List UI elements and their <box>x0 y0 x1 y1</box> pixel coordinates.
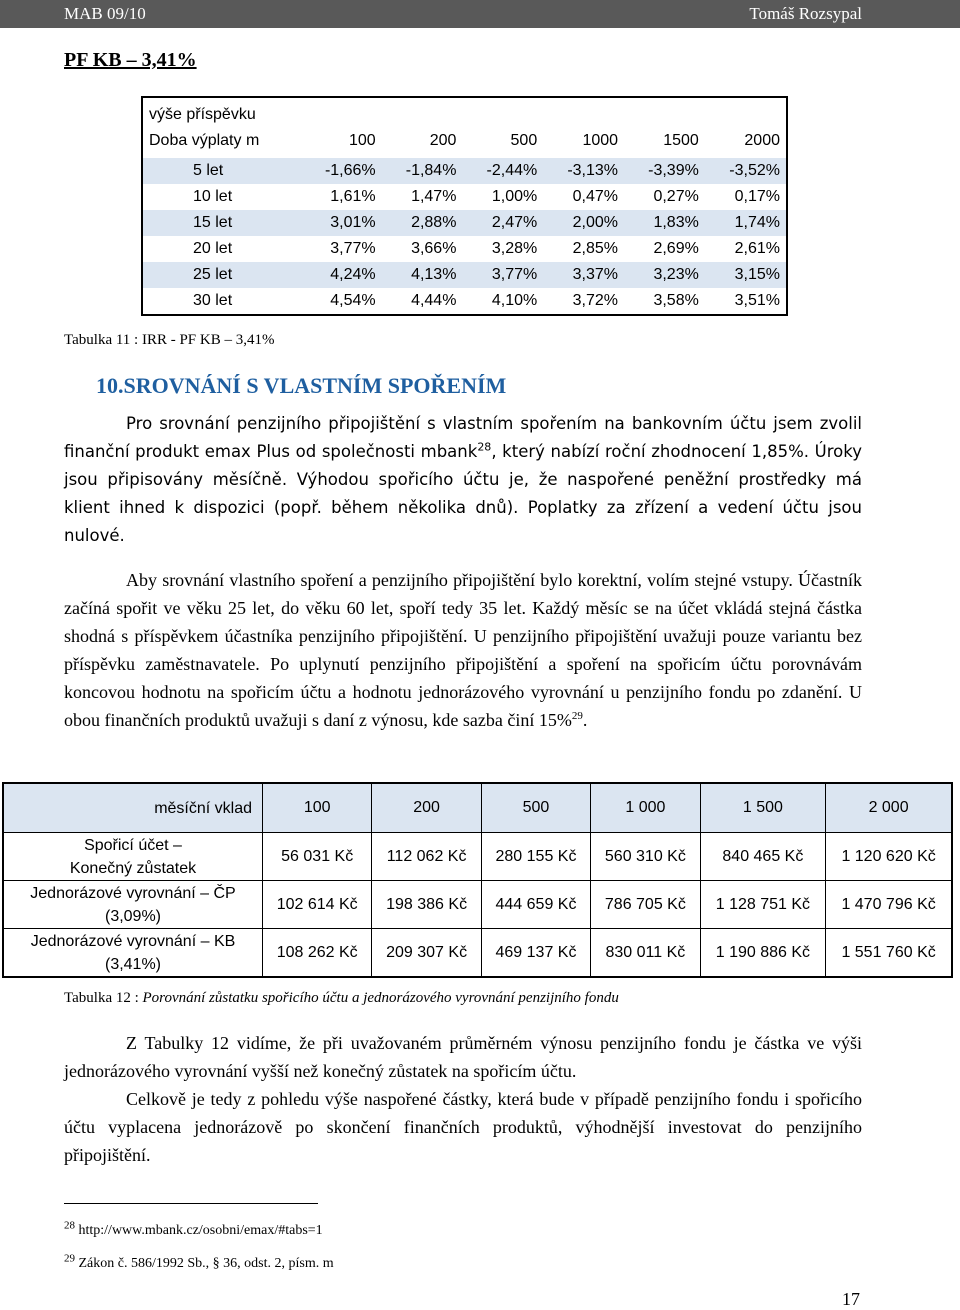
column-header: 500 <box>481 783 590 833</box>
para2-text-b: . <box>582 710 588 730</box>
row-label-line1: Jednorázové vyrovnání – ČP <box>30 884 236 902</box>
table-cell: 469 137 Kč <box>481 929 590 978</box>
table-cell: 840 465 Kč <box>700 833 826 881</box>
paragraph-3 <box>64 1029 862 1085</box>
table-cell: 3,23% <box>624 262 705 288</box>
row-label: 20 let <box>193 240 233 257</box>
table-cell: 1 128 751 Kč <box>700 881 826 929</box>
page-number: 17 <box>842 1289 860 1309</box>
table-cell: 3,51% <box>734 292 780 309</box>
paragraph-2 <box>64 566 862 734</box>
footnote-separator <box>64 1203 318 1204</box>
row-label-line1: Spořicí účet – <box>84 836 182 854</box>
table-cell: 209 307 Kč <box>372 929 481 978</box>
table-row <box>3 881 952 929</box>
table-cell: 3,01% <box>301 210 382 236</box>
table-cell: 2,00% <box>543 210 624 236</box>
table-cell: 4,10% <box>491 292 538 309</box>
table-row <box>3 833 952 881</box>
row-label-line1: Jednorázové vyrovnání – KB <box>30 932 236 950</box>
table-cell: 3,28% <box>491 240 538 257</box>
footnote-text: http://www.mbank.cz/osobni/emax/#tabs=1 <box>78 1223 323 1238</box>
table-cell: 560 310 Kč <box>591 833 700 881</box>
table12-caption <box>64 990 619 1007</box>
table-cell: -3,52% <box>705 158 787 184</box>
comparison-table <box>2 782 953 978</box>
footnote <box>64 1219 323 1239</box>
table-cell: 1 551 760 Kč <box>826 929 952 978</box>
irr-table <box>141 96 788 316</box>
table-cell: 0,47% <box>572 188 619 205</box>
table-cell: -3,39% <box>624 158 705 184</box>
column-header: 200 <box>382 97 463 158</box>
para1-text-b: , který nabízí roční zhodnocení 1,85%. Úroky jsou připisovány měsíčně. Výhodou spořicího účtu je, že naspořené peněžní prostředky má klient ihned k dispozici (popř. během několika dnů). Poplatky za zřízení a vedení účtu jsou nulové. <box>64 442 862 545</box>
corner-top: výše příspěvku <box>149 106 256 123</box>
irr-table-corner <box>142 97 301 158</box>
table-cell: 2,85% <box>572 240 619 257</box>
table-cell: 108 262 Kč <box>263 929 372 978</box>
table-cell: -2,44% <box>462 158 543 184</box>
table-cell: 444 659 Kč <box>481 881 590 929</box>
table-cell: 1,00% <box>491 188 538 205</box>
row-label <box>3 881 263 929</box>
column-header: 2 000 <box>826 783 952 833</box>
table-cell: 3,15% <box>705 262 787 288</box>
footnote-text: Zákon č. 586/1992 Sb., § 36, odst. 2, písm. m <box>78 1256 334 1271</box>
row-label: 10 let <box>193 188 233 205</box>
footnote <box>64 1252 334 1272</box>
paragraph-4 <box>64 1085 862 1169</box>
row-label <box>3 833 263 881</box>
row-label: 5 let <box>142 158 301 184</box>
table-cell: -1,84% <box>382 158 463 184</box>
row-label: 15 let <box>142 210 301 236</box>
table-cell: 1,61% <box>330 188 376 205</box>
table-cell: 4,13% <box>382 262 463 288</box>
header-right: Tomáš Rozsypal <box>749 4 862 23</box>
table-cell: 3,77% <box>330 240 376 257</box>
row-label: 30 let <box>193 292 233 309</box>
para4-text: Celkově je tedy z pohledu výše naspořené částky, která bude v případě penzijního fondu i spořicího účtu vyplacena jednorázově po skončení finančních produktů, výhodnější investovat do penzijního připojištění. <box>64 1089 862 1165</box>
para3-text: Z Tabulky 12 vidíme, že při uvažovaném průměrném výnosu penzijního fondu je částka ve výši jednorázového vyrovnání vyšší než konečný zůstatek na spořicím účtu. <box>64 1033 862 1081</box>
column-header: měsíční vklad <box>3 783 263 833</box>
table-cell: 1,47% <box>411 188 457 205</box>
table-cell: 198 386 Kč <box>372 881 481 929</box>
table-row <box>142 210 787 236</box>
table-cell: 3,37% <box>543 262 624 288</box>
column-header: 100 <box>263 783 372 833</box>
corner-bottom: Doba výplaty m <box>149 132 260 149</box>
table11-caption: Tabulka 11 : IRR - PF KB – 3,41% <box>64 332 275 348</box>
section-title: PF KB – 3,41% <box>64 49 197 71</box>
column-header: 1 500 <box>700 783 826 833</box>
row-label-line2: (3,09%) <box>104 907 162 925</box>
footnote-ref-28: 28 <box>477 440 492 454</box>
table-cell: 112 062 Kč <box>372 833 481 881</box>
row-label-line2: (3,41%) <box>104 955 162 973</box>
table12-caption-label: Tabulka 12 : <box>64 990 143 1006</box>
irr-table-header <box>142 97 787 158</box>
column-header: 100 <box>301 97 382 158</box>
row-label: 25 let <box>142 262 301 288</box>
table-cell: 1,83% <box>624 210 705 236</box>
row-label-line2: Konečný zůstatek <box>69 859 197 877</box>
table-cell: 1 120 620 Kč <box>826 833 952 881</box>
column-header: 200 <box>372 783 481 833</box>
table-cell: 2,47% <box>462 210 543 236</box>
table-cell: 3,66% <box>411 240 457 257</box>
chapter-heading: 10.SROVNÁNÍ S VLASTNÍM SPOŘENÍM <box>96 373 507 398</box>
table-cell: -1,66% <box>301 158 382 184</box>
paragraph-1 <box>64 410 862 550</box>
table-cell: 830 011 Kč <box>591 929 700 978</box>
table-cell: 3,58% <box>653 292 699 309</box>
para2-text-a: Aby srovnání vlastního spoření a penzijního připojištění bylo korektní, volím stejné vstupy. Účastník začíná spořit ve věku 25 let, do věku 60 let, spoří tedy 35 let. Každý měsíc se na účet vkládá stejná částka shodná s příspěvkem účastníka penzijního připojištění. U penzijního připojištění uvažuji pouze variantu bez příspěvku zaměstnavatele. Po uplynutí penzijního připojištění a spoření na spořicím účtu porovnávám koncovou hodnotu na spořicím účtu a hodnotu jednorázového vyrovnání u penzijního fondu po zdanění. U obou finančních produktů uvažuji s daní z výnosu, kde sazba činí 15% <box>64 570 862 730</box>
footnote-number: 29 <box>64 1252 75 1265</box>
footnote-number: 28 <box>64 1219 75 1232</box>
table-cell: 0,17% <box>734 188 780 205</box>
table12-caption-text: Porovnání zůstatku spořicího účtu a jednorázového vyrovnání penzijního fondu <box>142 990 619 1006</box>
row-label <box>3 929 263 978</box>
table-cell: 2,88% <box>382 210 463 236</box>
page-header <box>0 0 960 28</box>
table-cell: 4,44% <box>411 292 457 309</box>
column-header: 1500 <box>624 97 705 158</box>
table-row <box>142 184 787 210</box>
table-cell: 4,54% <box>330 292 376 309</box>
table-cell: 0,27% <box>653 188 699 205</box>
footnote-ref-29: 29 <box>571 710 583 722</box>
table-cell: 786 705 Kč <box>591 881 700 929</box>
table-row <box>142 262 787 288</box>
table-row <box>3 929 952 978</box>
table-row <box>142 288 787 315</box>
column-header: 1 000 <box>591 783 700 833</box>
header-left: MAB 09/10 <box>64 4 146 23</box>
para1-text-a: Pro srovnání penzijního připojištění s vlastním spořením na bankovním účtu jsem zvolil finanční produkt emax Plus od společnosti mbank <box>64 414 862 461</box>
column-header: 2000 <box>705 97 787 158</box>
table-cell: 56 031 Kč <box>263 833 372 881</box>
table-cell: 2,61% <box>734 240 780 257</box>
table-row <box>142 158 787 184</box>
table-cell: 3,72% <box>572 292 619 309</box>
comparison-table-header <box>3 783 952 833</box>
table-cell: 1,74% <box>705 210 787 236</box>
table-cell: 4,24% <box>301 262 382 288</box>
column-header: 1000 <box>543 97 624 158</box>
table-cell: 3,77% <box>462 262 543 288</box>
table-cell: -3,13% <box>543 158 624 184</box>
table-cell: 280 155 Kč <box>481 833 590 881</box>
table-cell: 102 614 Kč <box>263 881 372 929</box>
table-cell: 1 190 886 Kč <box>700 929 826 978</box>
table-cell: 2,69% <box>653 240 699 257</box>
column-header: 500 <box>462 97 543 158</box>
table-cell: 1 470 796 Kč <box>826 881 952 929</box>
table-row <box>142 236 787 262</box>
